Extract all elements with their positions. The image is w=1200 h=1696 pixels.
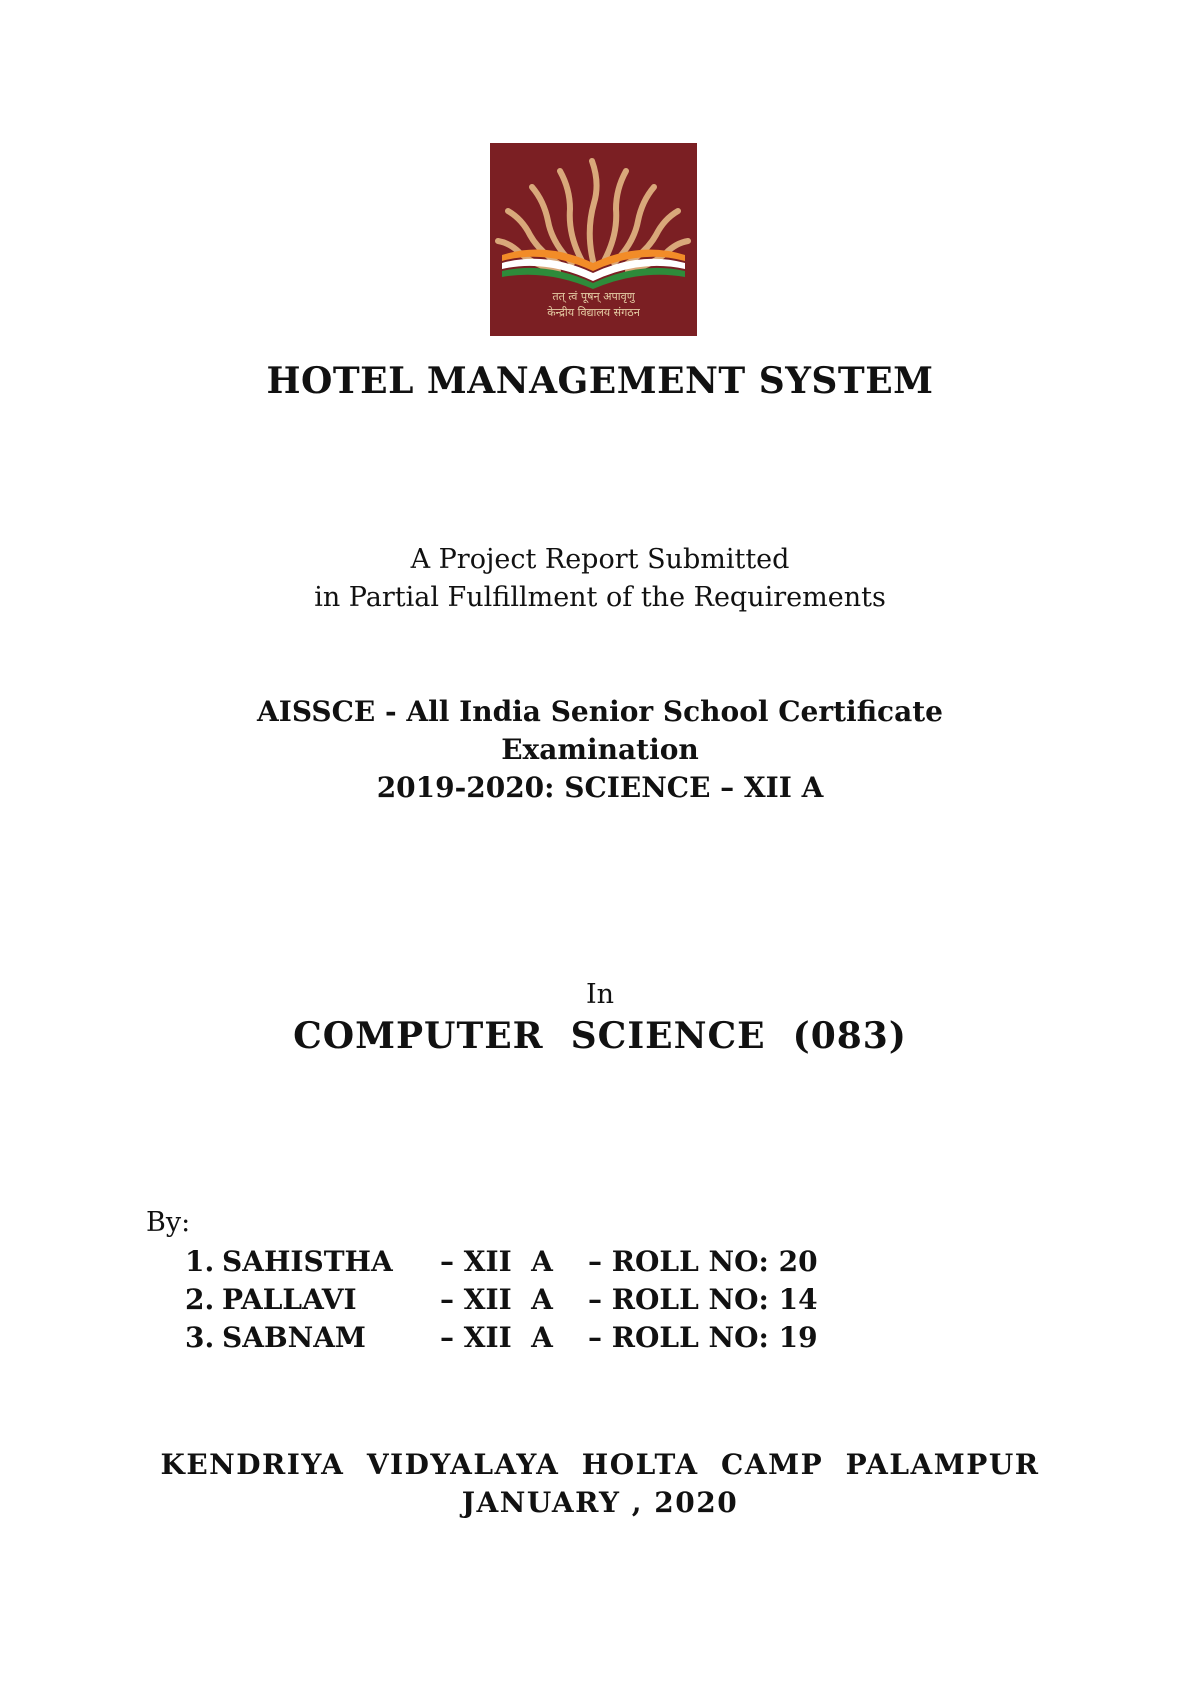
kvs-logo xyxy=(490,143,697,336)
student-number: 1. xyxy=(185,1245,215,1278)
project-title: HOTEL MANAGEMENT SYSTEM xyxy=(266,360,934,402)
student-name: SAHISTHA xyxy=(222,1245,393,1278)
exam-line-3: 2019-2020: SCIENCE – XII A xyxy=(376,771,824,804)
logo-org-name: केन्द्रीय विद्यालय संगठन xyxy=(547,306,640,319)
subject-name: COMPUTER SCIENCE (083) xyxy=(293,1015,907,1057)
student-roll: – ROLL NO: 20 xyxy=(588,1245,818,1278)
student-class: – XII A xyxy=(440,1245,553,1278)
student-roll: – ROLL NO: 19 xyxy=(588,1321,818,1354)
submission-date: JANUARY , 2020 xyxy=(461,1486,739,1519)
student-number: 2. xyxy=(185,1283,215,1316)
school-block xyxy=(0,1446,1200,1522)
school-name: KENDRIYA VIDYALAYA HOLTA CAMP PALAMPUR xyxy=(160,1448,1040,1481)
submission-line-1: A Project Report Submitted xyxy=(410,544,790,575)
exam-block xyxy=(0,693,1200,807)
student-name: SABNAM xyxy=(222,1321,366,1354)
exam-line-2: Examination xyxy=(501,733,699,766)
logo-motto: तत् त्वं पूषन् अपावृणु xyxy=(552,290,635,303)
student-number: 3. xyxy=(185,1321,215,1354)
student-roll: – ROLL NO: 14 xyxy=(588,1283,818,1316)
student-class: – XII A xyxy=(440,1321,553,1354)
submission-line-2: in Partial Fulfillment of the Requirements xyxy=(314,582,886,613)
in-label: In xyxy=(585,979,615,1010)
exam-line-1: AISSCE - All India Senior School Certificate xyxy=(257,695,943,728)
student-name: PALLAVI xyxy=(222,1283,357,1316)
by-label: By: xyxy=(146,1207,191,1238)
submission-text xyxy=(0,541,1200,617)
student-class: – XII A xyxy=(440,1283,553,1316)
